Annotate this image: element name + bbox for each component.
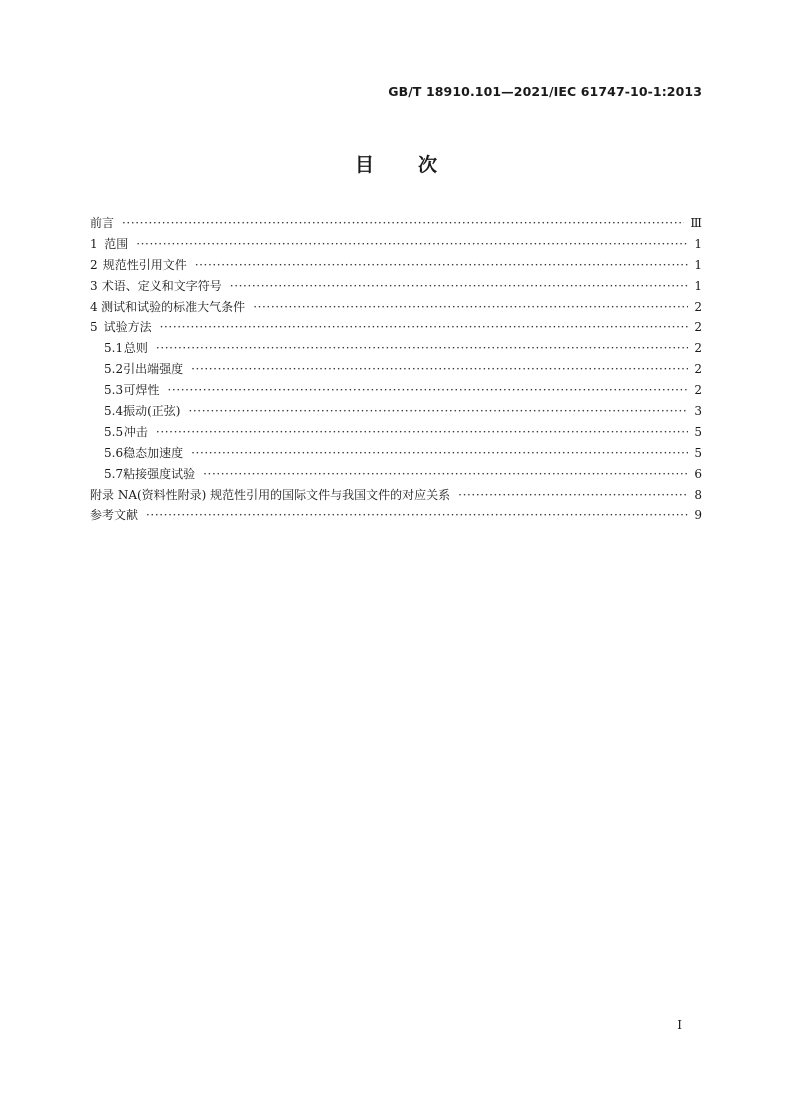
toc-page-number: 1	[694, 278, 702, 293]
toc-label: 粘接强度试验	[123, 466, 196, 481]
toc-label: 冲击	[123, 424, 148, 439]
toc-entry-test-methods[interactable]	[90, 317, 702, 338]
toc-page-number: 2	[694, 341, 702, 356]
toc-number: 3	[90, 278, 98, 293]
toc-page-number: Ⅲ	[690, 215, 702, 230]
toc-leader-dots	[458, 485, 688, 506]
toc-number: 5	[90, 320, 98, 335]
toc-label: 稳态加速度	[123, 445, 184, 460]
toc-number: 5.5	[104, 424, 124, 439]
toc-leader-dots	[167, 380, 688, 401]
toc-number: 5.7	[104, 466, 124, 481]
toc-entry-normative-references[interactable]	[90, 255, 702, 276]
toc-page-number: 9	[694, 508, 702, 523]
toc-number: 4	[90, 299, 98, 314]
toc-number: 1	[90, 236, 98, 251]
toc-leader-dots	[156, 338, 688, 359]
toc-leader-dots	[160, 317, 689, 338]
toc-page-number: 5	[694, 424, 702, 439]
toc-entry-terms-definitions[interactable]	[90, 276, 702, 297]
toc-entry-terminal-strength[interactable]	[90, 359, 702, 380]
toc-page-number: 2	[694, 299, 702, 314]
toc-leader-dots	[195, 255, 689, 276]
toc-number: 5.1	[104, 341, 124, 356]
toc-page-number: 2	[694, 362, 702, 377]
toc-entry-vibration[interactable]	[90, 401, 702, 422]
toc-leader-dots	[136, 234, 688, 255]
toc-label: 振动(正弦)	[123, 404, 181, 418]
toc-entry-solderability[interactable]	[90, 380, 702, 401]
toc-leader-dots	[156, 422, 688, 443]
toc-entry-foreword[interactable]	[90, 213, 702, 234]
toc-entry-bibliography[interactable]	[90, 505, 702, 526]
toc-page-number: 6	[694, 466, 702, 481]
toc-label: 规范性引用文件	[102, 257, 187, 272]
toc-page-number: 2	[694, 320, 702, 335]
toc-label: 可焊性	[123, 383, 160, 398]
toc-entry-annex-na[interactable]	[90, 485, 702, 506]
toc-leader-dots	[146, 505, 688, 526]
toc-page-number: 1	[694, 236, 702, 251]
toc-page-number: 8	[694, 487, 702, 502]
toc-leader-dots	[191, 443, 688, 464]
toc-page-number: 2	[694, 383, 702, 398]
toc-label: 测试和试验的标准大气条件	[101, 299, 246, 314]
toc-page-number: 5	[694, 445, 702, 460]
toc-label: 前言	[90, 215, 115, 230]
toc-label: 引出端强度	[123, 362, 184, 377]
toc-number: 5.4	[104, 404, 124, 418]
toc-page-number: 1	[694, 257, 702, 272]
footer-page-number: I	[677, 1018, 682, 1032]
table-of-contents	[90, 213, 702, 526]
page-title	[0, 150, 792, 177]
toc-entry-atmospheric-conditions[interactable]	[90, 297, 702, 318]
toc-leader-dots	[122, 213, 684, 234]
toc-entry-shock[interactable]	[90, 422, 702, 443]
toc-leader-dots	[188, 401, 688, 422]
toc-entry-bond-strength[interactable]	[90, 464, 702, 485]
toc-label: 参考文献	[90, 508, 139, 523]
toc-entry-steady-acceleration[interactable]	[90, 443, 702, 464]
toc-page-number: 3	[694, 404, 702, 418]
toc-label: 附录 NA(资料性附录) 规范性引用的国际文件与我国文件的对应关系	[90, 487, 451, 502]
toc-label: 范围	[104, 236, 129, 251]
toc-entry-scope[interactable]	[90, 234, 702, 255]
toc-leader-dots	[203, 464, 688, 485]
toc-leader-dots	[191, 359, 688, 380]
standard-code: GB/T 18910.101—2021/IEC 61747-10-1:2013	[388, 84, 702, 99]
toc-label: 试验方法	[103, 320, 152, 335]
toc-number: 5.2	[104, 362, 124, 377]
toc-number: 2	[90, 257, 98, 272]
toc-number: 5.3	[104, 383, 124, 398]
toc-label: 术语、定义和文字符号	[101, 278, 222, 293]
toc-leader-dots	[253, 297, 688, 318]
title-part-2: 次	[418, 154, 438, 176]
title-part-1: 目	[354, 154, 374, 176]
toc-label: 总则	[123, 341, 148, 356]
toc-leader-dots	[230, 276, 689, 297]
toc-number: 5.6	[104, 445, 124, 460]
toc-entry-general[interactable]	[90, 338, 702, 359]
